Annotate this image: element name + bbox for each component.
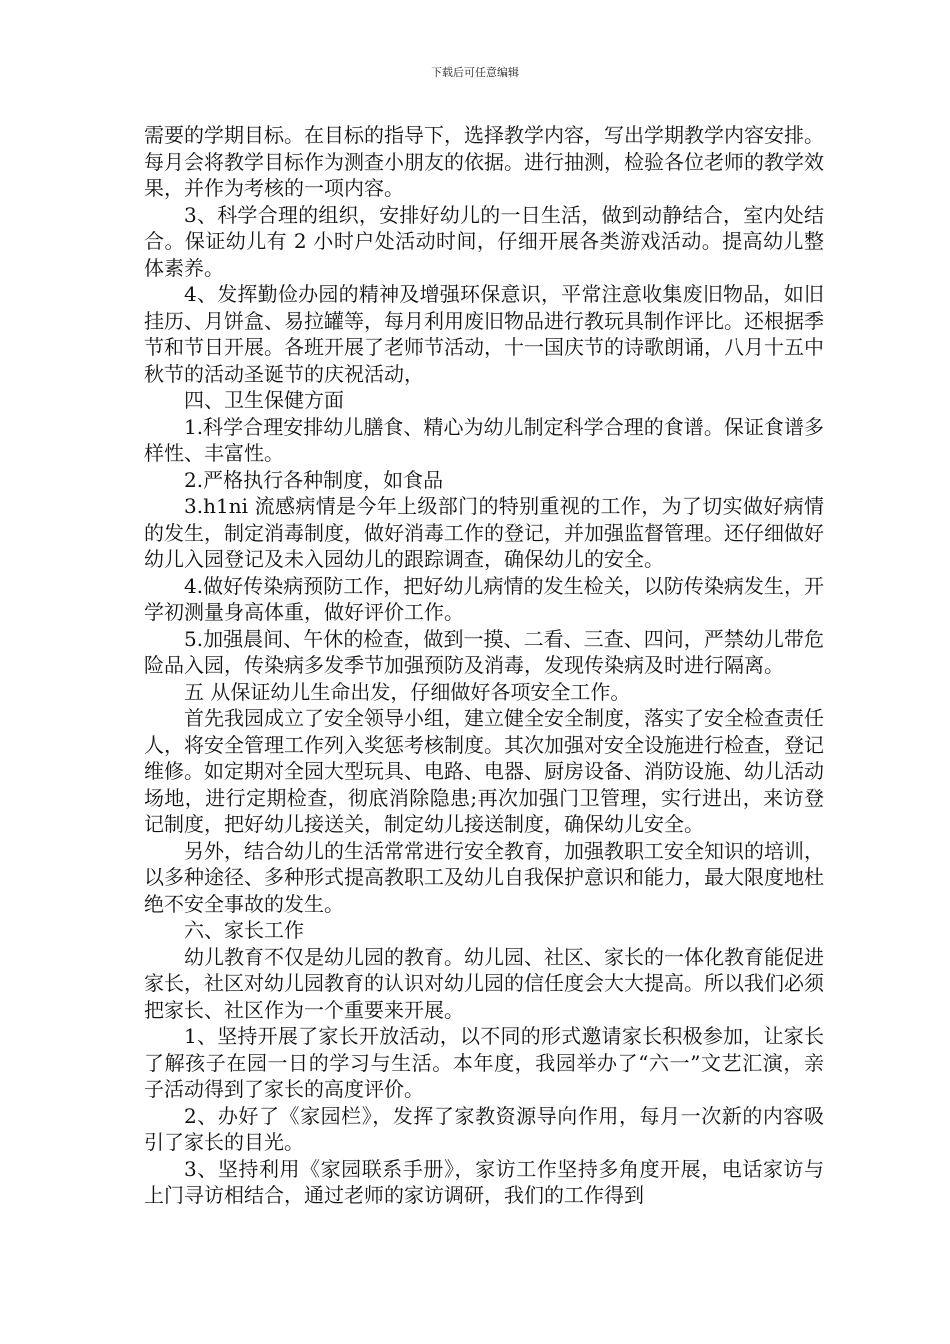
paragraph: 3、科学合理的组织，安排好幼儿的一日生活，做到动静结合，室内处结合。保证幼儿有 2 小时户处活动时间，仔细开展各类游戏活动。提高幼儿整体素养。 <box>144 202 824 280</box>
section-heading: 五 从保证幼儿生命出发，仔细做好各项安全工作。 <box>184 679 631 704</box>
paragraph: 3、坚持利用《家园联系手册》，家访工作坚持多角度开展，电话家访与上门寻访相结合，通过老师的家访调研，我们的工作得到 <box>144 1156 824 1207</box>
paragraph: 2、办好了《家园栏》，发挥了家教资源导向作用，每月一次新的内容吸引了家长的目光。 <box>144 1103 824 1154</box>
paragraph: 首先我园成立了安全领导小组，建立健全安全制度，落实了安全检查责任人，将安全管理工作列入奖惩考核制度。其次加强对安全设施进行检查，登记维修。如定期对全园大型玩具、电路、电器、厨房设备、消防设施、幼儿活动场地，进行定期检查，彻底消除隐患;再次加强门卫管理，实行进出，来访登记制度，把好幼儿接送关，制定幼儿接送制度，确保幼儿安全。 <box>144 706 824 836</box>
paragraph: 2.严格执行各种制度，如食品 <box>184 467 444 492</box>
header-note: 下载后可任意编辑 <box>431 66 519 79</box>
section-heading: 四、卫生保健方面 <box>184 388 344 412</box>
paragraph: 幼儿教育不仅是幼儿园的教育。幼儿园、社区、家长的一体化教育能促进家长，社区对幼儿园教育的认识对幼儿园的信任度会大大提高。所以我们必须把家长、社区作为一个重要来开展。 <box>144 944 824 1022</box>
paragraph: 4、发挥勤俭办园的精神及增强环保意识，平常注意收集废旧物品，如旧挂历、月饼盒、易拉罐等，每月利用废旧物品进行教玩具制作评比。还根据季节和节日开展。各班开展了老师节活动，十一国庆节的诗歌朗诵，八月十五中秋节的活动圣诞节的庆祝活动， <box>144 282 824 386</box>
paragraph: 需要的学期目标。在目标的指导下，选择教学内容，写出学期教学内容安排。每月会将教学目标作为测查小朋友的依据。进行抽测，检验各位老师的教学效果，并作为考核的一项内容。 <box>144 123 824 200</box>
section-heading: 六、家长工作 <box>184 918 304 942</box>
document-body <box>144 122 824 1209</box>
paragraph: 3.h1ni 流感病情是今年上级部门的特别重视的工作，为了切实做好病情的发生，制定消毒制度，做好消毒工作的登记，并加强监督管理。还仔细做好幼儿入园登记及未入园幼儿的跟踪调查，确保幼儿的安全。 <box>144 494 824 571</box>
paragraph: 5.加强晨间、午休的检查，做到一摸、二看、三查、四问，严禁幼儿带危险品入园，传染病多发季节加强预防及消毒，发现传染病及时进行隔离。 <box>144 626 824 677</box>
paragraph: 4.做好传染病预防工作，把好幼儿病情的发生检关，以防传染病发生，开学初测量身高体重，做好评价工作。 <box>144 573 824 624</box>
paragraph: 1、坚持开展了家长开放活动，以不同的形式邀请家长积极参加，让家长了解孩子在园一日的学习与生活。本年度，我园举办了“六一”文艺汇演，亲子活动得到了家长的高度评价。 <box>144 1024 824 1101</box>
paragraph: 1.科学合理安排幼儿膳食、精心为幼儿制定科学合理的食谱。保证食谱多样性、丰富性。 <box>144 414 824 465</box>
paragraph: 另外，结合幼儿的生活常常进行安全教育，加强教职工安全知识的培训，以多种途径、多种形式提高教职工及幼儿自我保护意识和能力，最大限度地杜绝不安全事故的发生。 <box>144 838 824 916</box>
